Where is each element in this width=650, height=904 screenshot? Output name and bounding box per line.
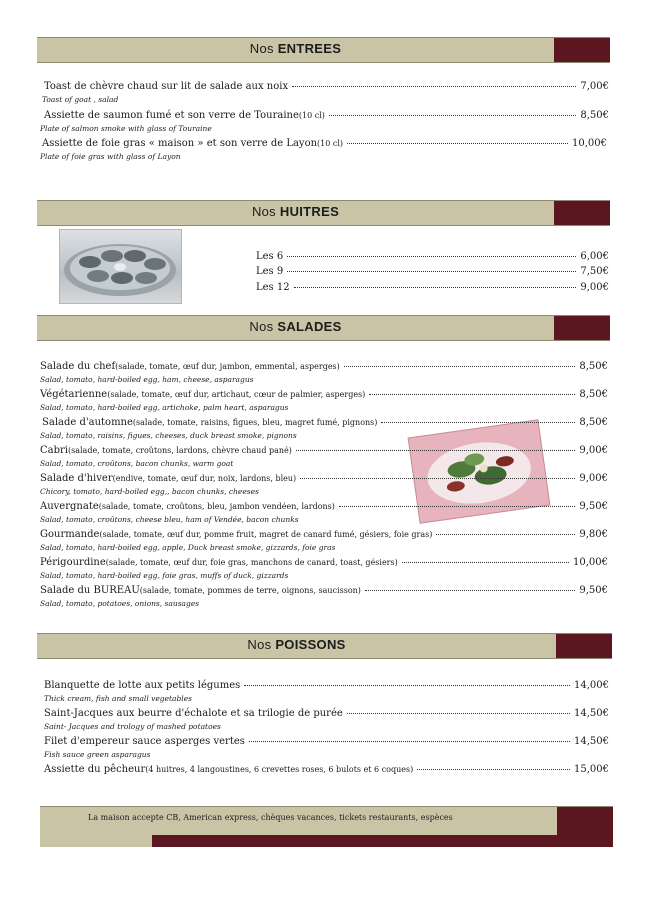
item-name: Filet d'empereur sauce asperges vertes (44, 736, 245, 747)
menu-item (40, 388, 608, 401)
section-title-poissons (37, 637, 556, 652)
item-name: Salade d'hiver (40, 473, 113, 484)
item-price: 7,00€ (580, 81, 609, 92)
item-translation: Salad, tomato, croûtons, cheese bleu, ham of Vendée, bacon chunks (40, 515, 299, 524)
item-description: (salade, tomate, raisins, figues, bleu, magret fumé, pignons) (132, 418, 378, 427)
menu-item (44, 679, 609, 692)
menu-item (44, 735, 609, 748)
leader-dots (436, 533, 575, 535)
item-price: 6,00€ (580, 251, 609, 262)
item-price: 8,50€ (580, 110, 609, 121)
banner-cap (554, 316, 610, 340)
menu-item (256, 265, 609, 278)
section-title-text: ENTREES (277, 41, 342, 56)
item-price: 8,50€ (579, 389, 608, 400)
item-translation: Salad, tomato, hard-boiled egg, foie gras, muffs of duck, gizzards (40, 571, 289, 580)
section-title-text: SALADES (277, 319, 342, 334)
leader-dots (244, 684, 570, 686)
menu-item (44, 80, 609, 93)
item-description: (10 cl) (317, 139, 344, 148)
section-title-text: HUITRES (279, 204, 340, 219)
leader-dots (296, 449, 575, 451)
leader-dots (292, 85, 576, 87)
item-description: (salade, tomate, croûtons, bleu, jambon vendéen, lardons) (98, 502, 335, 511)
leader-dots (381, 421, 575, 423)
footer-bar (152, 835, 613, 847)
item-price: 8,50€ (579, 417, 608, 428)
item-description: (endive, tomate, œuf dur, noix, lardons, bleu) (112, 474, 297, 483)
item-description: (4 huitres, 4 langoustines, 6 crevettes roses, 6 bulots et 6 coques) (145, 765, 414, 774)
payment-footer (40, 806, 613, 847)
menu-item (40, 500, 608, 513)
leader-dots (294, 286, 577, 288)
item-price: 9,00€ (580, 282, 609, 293)
item-name: Assiette de foie gras « maison » et son verre de Layon (42, 138, 318, 149)
section-title-prefix: Nos (247, 637, 276, 652)
item-translation: Salad, tomato, croûtons, bacon chunks, warm goat (40, 459, 234, 468)
menu-item (256, 250, 609, 263)
item-name: Les 12 (256, 282, 290, 293)
item-name: Cabri (40, 445, 68, 456)
menu-item (40, 472, 608, 485)
menu-item (42, 137, 607, 150)
leader-dots (417, 768, 570, 770)
item-translation: Salad, tomato, potatoes, onions, sausages (40, 599, 200, 608)
menu-item (44, 109, 609, 122)
item-name: Assiette de saumon fumé et son verre de Touraine (44, 110, 299, 121)
item-description: (salade, tomate, œuf dur, pomme fruit, magret de canard fumé, gésiers, foie gras) (99, 530, 433, 539)
item-translation: Saint- Jacques and trology of mashed potatoes (44, 722, 221, 731)
item-name: Assiette du pêcheur (44, 764, 146, 775)
menu-item (44, 763, 609, 776)
section-banner-entrees (37, 37, 610, 63)
leader-dots (329, 114, 576, 116)
item-price: 9,00€ (579, 473, 608, 484)
leader-dots (300, 477, 575, 479)
item-price: 15,00€ (574, 764, 609, 775)
item-translation: Chicory, tomato, hard-boiled egg,, bacon chunks, cheeses (40, 487, 259, 496)
item-name: Salade du BUREAU (40, 585, 140, 596)
section-title-prefix: Nos (249, 41, 278, 56)
section-title-prefix: Nos (249, 319, 278, 334)
item-price: 10,00€ (573, 557, 608, 568)
item-name: Toast de chèvre chaud sur lit de salade aux noix (44, 81, 289, 92)
banner-cap (556, 634, 612, 658)
section-title-salades (37, 319, 554, 334)
item-name: Salade d'automne (42, 417, 133, 428)
leader-dots (365, 589, 575, 591)
menu-item (256, 281, 609, 294)
leader-dots (287, 255, 576, 257)
item-translation: Thick cream, fish and small vegetables (44, 694, 192, 703)
leader-dots (287, 270, 576, 272)
item-name: Les 9 (256, 266, 284, 277)
item-name: Gourmande (40, 529, 100, 540)
item-description: (10 cl) (298, 111, 325, 120)
menu-item (42, 416, 608, 429)
section-title-prefix: Nos (251, 204, 280, 219)
item-price: 9,80€ (579, 529, 608, 540)
item-price: 9,50€ (579, 585, 608, 596)
item-price: 8,50€ (579, 361, 608, 372)
payment-methods-text: La maison accepte CB, American express, chèques vacances, tickets restaurants, espèces (88, 813, 453, 822)
oysters-photo (59, 229, 182, 304)
leader-dots (249, 740, 570, 742)
leader-dots (347, 142, 568, 144)
item-description: (salade, tomate, œuf dur, artichaut, cœur de palmier, asperges) (107, 390, 366, 399)
section-banner-poissons (37, 633, 612, 659)
item-description: (salade, tomate, œuf dur, foie gras, manchons de canard, toast, gésiers) (105, 558, 398, 567)
leader-dots (347, 712, 570, 714)
leader-dots (344, 365, 576, 367)
section-banner-huitres (37, 200, 610, 226)
item-name: Saint-Jacques aux beurre d'échalote et sa trilogie de purée (44, 708, 343, 719)
item-name: Périgourdine (40, 557, 106, 568)
item-description: (salade, tomate, croûtons, lardons, chèvre chaud pané) (68, 446, 292, 455)
oyster-platter-image (60, 230, 181, 303)
item-name: Blanquette de lotte aux petits légumes (44, 680, 241, 691)
section-title-huitres (37, 204, 554, 219)
item-translation: Salad, tomato, hard-boiled egg, artichoke, palm heart, asparagus (40, 403, 289, 412)
item-price: 9,50€ (579, 501, 608, 512)
item-name: Végétarienne (40, 389, 108, 400)
menu-item (40, 556, 608, 569)
item-name: Salade du chef (40, 361, 116, 372)
item-price: 9,00€ (579, 445, 608, 456)
item-translation: Plate of salmon smoke with glass of Touraine (40, 124, 212, 133)
menu-item (40, 360, 608, 373)
section-title-text: POISSONS (275, 637, 346, 652)
item-translation: Fish sauce green asparagus (44, 750, 151, 759)
menu-item (40, 528, 608, 541)
item-translation: Salad, tomato, hard-boiled egg, ham, cheese, asparagus (40, 375, 254, 384)
item-name: Auvergnate (40, 501, 99, 512)
leader-dots (402, 561, 569, 563)
menu-item (40, 444, 608, 457)
leader-dots (339, 505, 575, 507)
section-banner-salades (37, 315, 610, 341)
section-title-entrees (37, 41, 554, 56)
item-description: (salade, tomate, pommes de terre, oignons, saucisson) (139, 586, 361, 595)
item-name: Les 6 (256, 251, 284, 262)
item-translation: Plate of foie gras with glass of Layon (40, 152, 181, 161)
item-price: 14,00€ (574, 680, 609, 691)
banner-cap (554, 201, 610, 225)
item-price: 7,50€ (580, 266, 609, 277)
menu-item (44, 707, 609, 720)
item-price: 14,50€ (574, 708, 609, 719)
leader-dots (369, 393, 575, 395)
banner-cap (554, 38, 610, 62)
item-price: 14,50€ (574, 736, 609, 747)
item-translation: Salad, tomato, hard-boiled egg, apple, Duck breast smoke, gizzards, foie gras (40, 543, 336, 552)
item-translation: Salad, tomato, raisins, figues, cheeses, duck breast smoke, pignons (40, 431, 297, 440)
item-translation: Toast of goat , salad (42, 95, 119, 104)
item-price: 10,00€ (572, 138, 607, 149)
item-description: (salade, tomate, œuf dur, jambon, emmental, asperges) (115, 362, 340, 371)
menu-item (40, 584, 608, 597)
